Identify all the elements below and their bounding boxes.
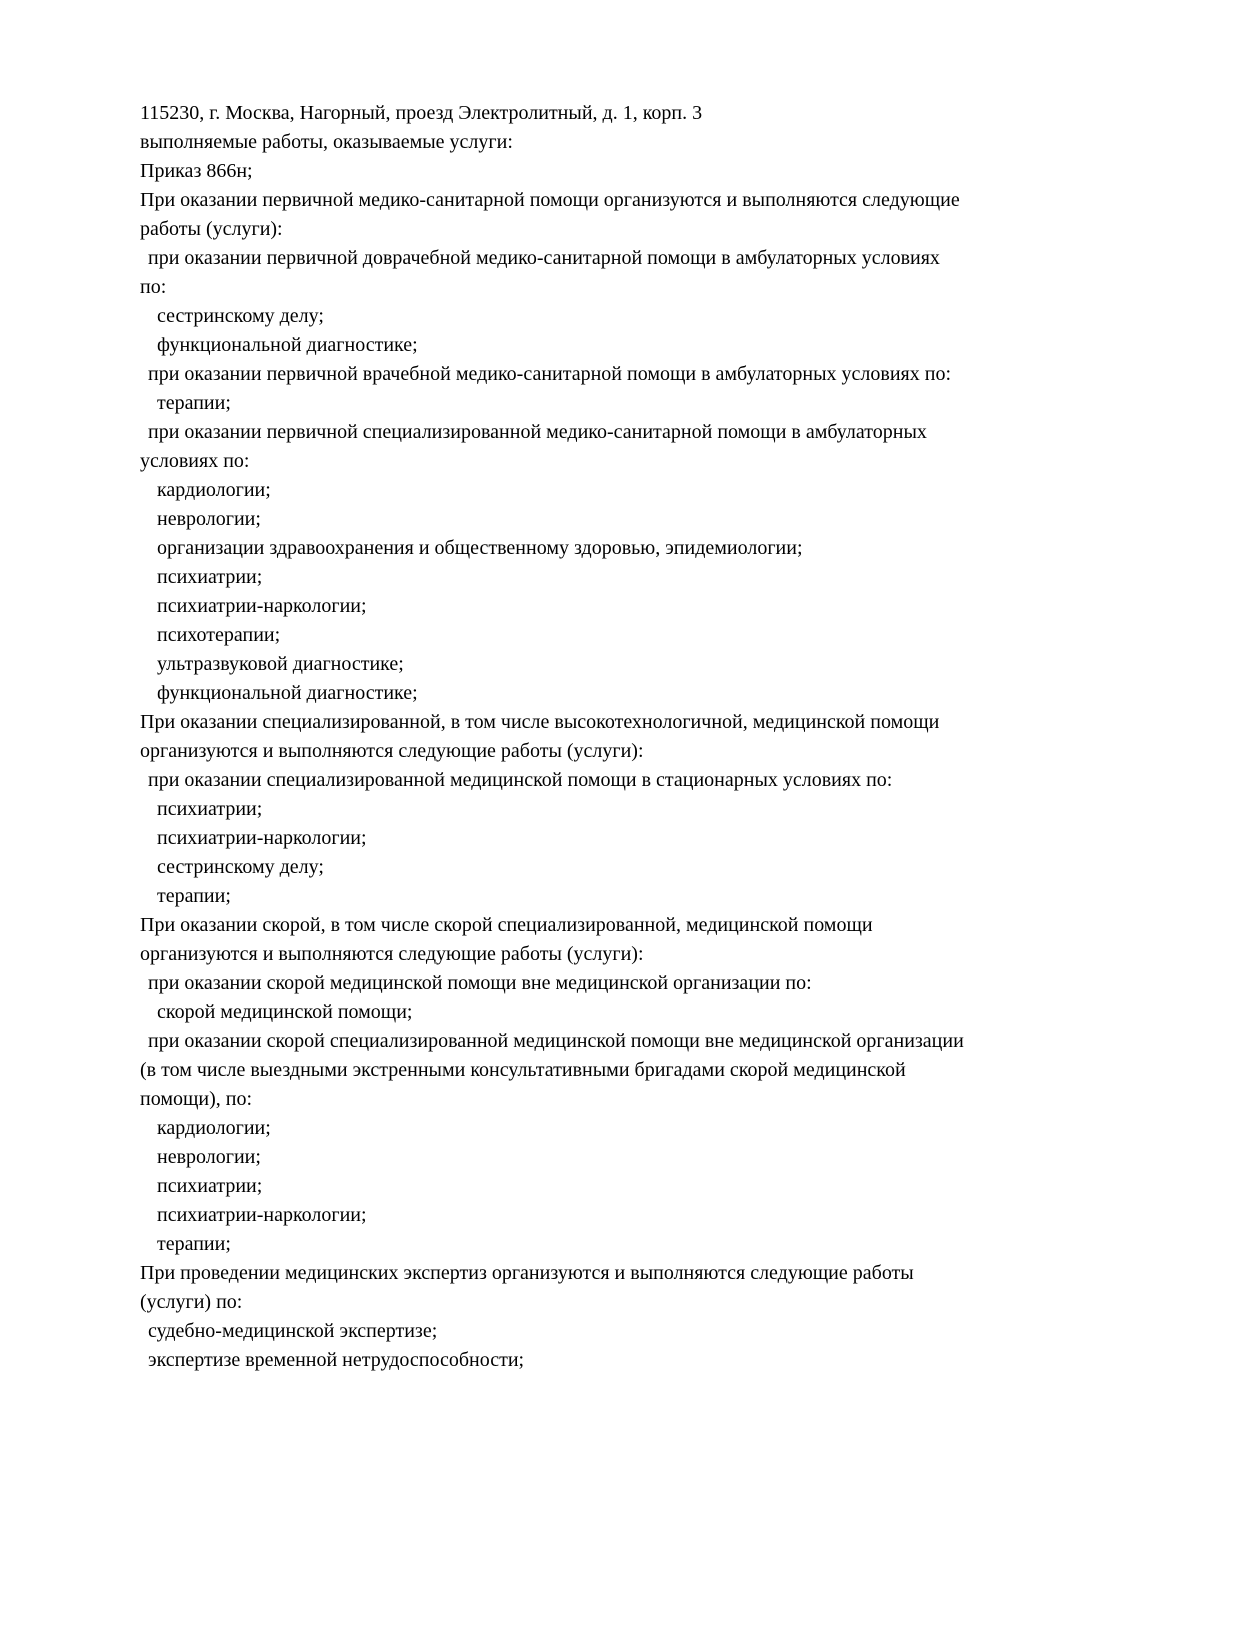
- document-line: помощи), по:: [140, 1088, 253, 1110]
- document-line: условиях по:: [140, 450, 250, 472]
- document-line: психиатрии;: [157, 566, 263, 588]
- document-line: При оказании первичной медико-санитарной помощи организуются и выполняются следующие: [140, 189, 960, 211]
- document-line: при оказании специализированной медицинской помощи в стационарных условиях по:: [148, 769, 893, 791]
- document-text-block: [140, 99, 1120, 1375]
- document-line: скорой медицинской помощи;: [157, 1001, 413, 1023]
- document-line: ультразвуковой диагностике;: [157, 653, 404, 675]
- document-line: работы (услуги):: [140, 218, 283, 240]
- document-line: 115230, г. Москва, Нагорный, проезд Электролитный, д. 1, корп. 3: [140, 102, 703, 124]
- document-line: При проведении медицинских экспертиз организуются и выполняются следующие работы: [140, 1262, 914, 1284]
- document-line: при оказании первичной врачебной медико-санитарной помощи в амбулаторных условиях по:: [148, 363, 952, 385]
- document-line: организуются и выполняются следующие работы (услуги):: [140, 740, 644, 762]
- document-line: по:: [140, 276, 167, 298]
- document-line: при оказании первичной доврачебной медико-санитарной помощи в амбулаторных условиях: [148, 247, 940, 269]
- document-line: кардиологии;: [157, 479, 271, 501]
- document-line: При оказании специализированной, в том числе высокотехнологичной, медицинской помощи: [140, 711, 940, 733]
- document-line: при оказании скорой медицинской помощи вне медицинской организации по:: [148, 972, 812, 994]
- document-line: организации здравоохранения и общественному здоровью, эпидемиологии;: [157, 537, 803, 559]
- document-line: (в том числе выездными экстренными консультативными бригадами скорой медицинской: [140, 1059, 906, 1081]
- document-line: психиатрии-наркологии;: [157, 827, 367, 849]
- document-line: кардиологии;: [157, 1117, 271, 1139]
- document-line: терапии;: [157, 885, 231, 907]
- document-line: экспертизе временной нетрудоспособности;: [148, 1349, 525, 1371]
- document-line: психиатрии;: [157, 1175, 263, 1197]
- document-line: сестринскому делу;: [157, 305, 324, 327]
- document-line: при оказании скорой специализированной медицинской помощи вне медицинской организации: [148, 1030, 964, 1052]
- document-line: Приказ 866н;: [140, 160, 253, 182]
- document-line: неврологии;: [157, 508, 261, 530]
- document-line: психиатрии-наркологии;: [157, 595, 367, 617]
- document-line: выполняемые работы, оказываемые услуги:: [140, 131, 513, 153]
- document-line: психотерапии;: [157, 624, 281, 646]
- document-line: терапии;: [157, 392, 231, 414]
- document-line: (услуги) по:: [140, 1291, 243, 1313]
- document-line: терапии;: [157, 1233, 231, 1255]
- document-line: При оказании скорой, в том числе скорой специализированной, медицинской помощи: [140, 914, 873, 936]
- document-line: при оказании первичной специализированной медико-санитарной помощи в амбулаторных: [148, 421, 927, 443]
- document-line: психиатрии;: [157, 798, 263, 820]
- document-line: неврологии;: [157, 1146, 261, 1168]
- document-line: функциональной диагностике;: [157, 334, 418, 356]
- document-line: психиатрии-наркологии;: [157, 1204, 367, 1226]
- document-line: организуются и выполняются следующие работы (услуги):: [140, 943, 644, 965]
- document-line: функциональной диагностике;: [157, 682, 418, 704]
- document-line: судебно-медицинской экспертизе;: [148, 1320, 438, 1342]
- document-line: сестринскому делу;: [157, 856, 324, 878]
